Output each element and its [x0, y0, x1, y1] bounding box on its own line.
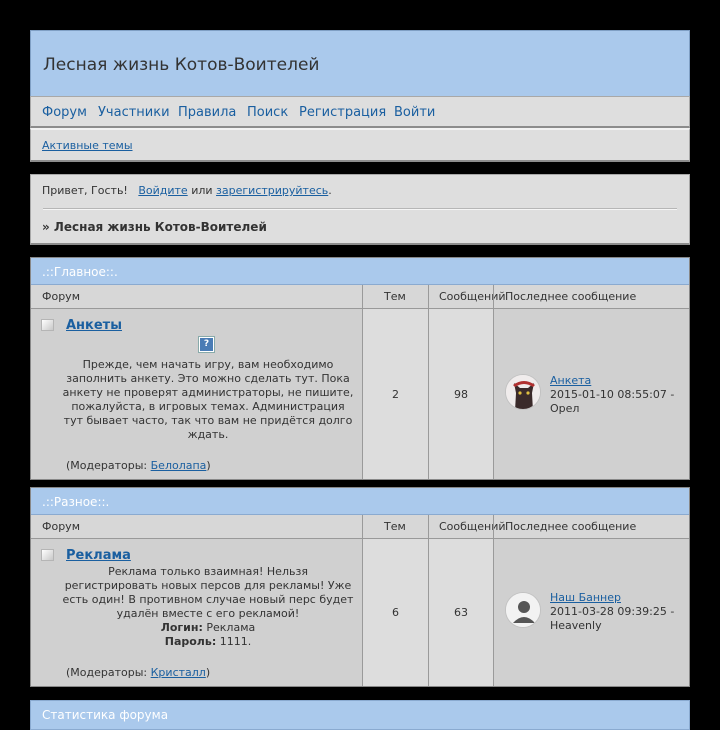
col-divider — [493, 515, 494, 538]
menu-item-login[interactable]: Войти — [394, 105, 436, 120]
category-misc — [30, 487, 690, 687]
col-divider — [428, 515, 429, 538]
main-menu — [30, 96, 690, 128]
greeting: Привет, Гость! — [42, 184, 128, 197]
stats-title: Статистика форума — [42, 708, 169, 722]
last-post-cell — [493, 309, 689, 479]
col-divider — [362, 515, 363, 538]
col-forum: Форум — [42, 520, 80, 533]
menu-item-forum[interactable]: Форум — [42, 105, 87, 120]
topics-cell — [362, 309, 428, 479]
forum-status-icon — [41, 549, 54, 561]
col-last-post: Последнее сообщение — [505, 520, 637, 533]
posts-count: 63 — [454, 606, 468, 619]
col-topics: Тем — [384, 290, 406, 303]
last-post-date: 2015-01-10 08:55:07 - — [550, 388, 675, 401]
forum-status-icon — [41, 319, 54, 331]
divider — [43, 208, 677, 210]
login-value: Реклама — [206, 621, 256, 634]
col-posts: Сообщений — [439, 520, 506, 533]
topics-count: 2 — [392, 388, 399, 401]
category-main — [30, 257, 690, 480]
posts-count: 98 — [454, 388, 468, 401]
topics-count: 6 — [392, 606, 399, 619]
menu-item-search[interactable]: Поиск — [247, 105, 289, 120]
forum-row — [31, 539, 689, 686]
menu-item-rules[interactable]: Правила — [178, 105, 237, 120]
forum-description: Прежде, чем начать игру, вам необходимо заполнить анкету. Это можно сделать тут. Пока анкету не проверят администраторы, не пишите, пожалуйста, в игровых темах. Администрация тут бывает часто, так что вам не придётся долго ждать. — [62, 358, 354, 441]
cat-avatar-icon[interactable] — [505, 374, 541, 410]
moderators — [66, 666, 210, 679]
last-post-cell — [493, 539, 689, 686]
login-link[interactable]: Войдите — [138, 184, 188, 197]
register-link[interactable]: зарегистрируйтесь — [216, 184, 329, 197]
menu-item-register[interactable]: Регистрация — [299, 105, 387, 120]
col-posts: Сообщений — [439, 290, 506, 303]
forum-cell — [31, 309, 362, 479]
col-forum: Форум — [42, 290, 80, 303]
or-text: или — [191, 184, 213, 197]
breadcrumb: » Лесная жизнь Котов-Воителей — [42, 220, 267, 234]
default-user-icon[interactable] — [505, 592, 541, 628]
menu-item-users[interactable]: Участники — [98, 105, 170, 120]
forum-link-ankety[interactable]: Анкеты — [66, 318, 122, 333]
forum-cell — [31, 539, 362, 686]
forum-stats-header — [30, 700, 690, 730]
posts-cell — [428, 539, 493, 686]
col-last-post: Последнее сообщение — [505, 290, 637, 303]
forum-description-text: Реклама только взаимная! Нельзя регистрировать новых персов для рекламы! Уже есть один! В противном случае новый перс будет удалён вместе с его рекламой! — [62, 565, 354, 620]
category-title: .::Главное::. — [31, 258, 689, 285]
column-headers — [31, 285, 689, 309]
question-icon: ? — [199, 337, 214, 352]
forum-description — [61, 565, 355, 649]
moderators-label: (Модераторы: — [66, 459, 151, 472]
forum-row — [31, 309, 689, 479]
dot-text: . — [328, 184, 332, 197]
topics-cell — [362, 539, 428, 686]
moderators — [66, 459, 211, 472]
sub-menu — [30, 128, 690, 162]
last-post-author: Орел — [550, 402, 580, 415]
welcome-text — [42, 184, 332, 197]
last-post-info — [550, 591, 674, 633]
last-post-author: Heavenly — [550, 619, 602, 632]
col-divider — [428, 285, 429, 308]
moderators-label: (Модераторы: — [66, 666, 151, 679]
password-value: 1111. — [219, 635, 252, 648]
login-label: Логин: — [160, 621, 203, 634]
site-title: Лесная жизнь Котов-Воителей — [43, 55, 320, 75]
last-post-link[interactable]: Анкета — [550, 374, 592, 387]
moderators-end: ) — [205, 666, 211, 679]
last-post-link[interactable]: Наш Баннер — [550, 591, 621, 604]
active-topics-link[interactable]: Активные темы — [42, 139, 133, 152]
forum-link-reklama[interactable]: Реклама — [66, 548, 131, 563]
password-label: Пароль: — [164, 635, 217, 648]
posts-cell — [428, 309, 493, 479]
last-post-info — [550, 374, 674, 416]
col-topics: Тем — [384, 520, 406, 533]
column-headers — [31, 515, 689, 539]
forum-header — [30, 30, 690, 96]
col-divider — [362, 285, 363, 308]
moderators-end: ) — [206, 459, 211, 472]
last-post-date: 2011-03-28 09:39:25 - — [550, 605, 675, 618]
welcome-panel — [30, 174, 690, 245]
moderator-link[interactable]: Белолапа — [150, 459, 207, 472]
col-divider — [493, 285, 494, 308]
moderator-link[interactable]: Кристалл — [150, 666, 206, 679]
category-title: .::Разное::. — [31, 488, 689, 515]
